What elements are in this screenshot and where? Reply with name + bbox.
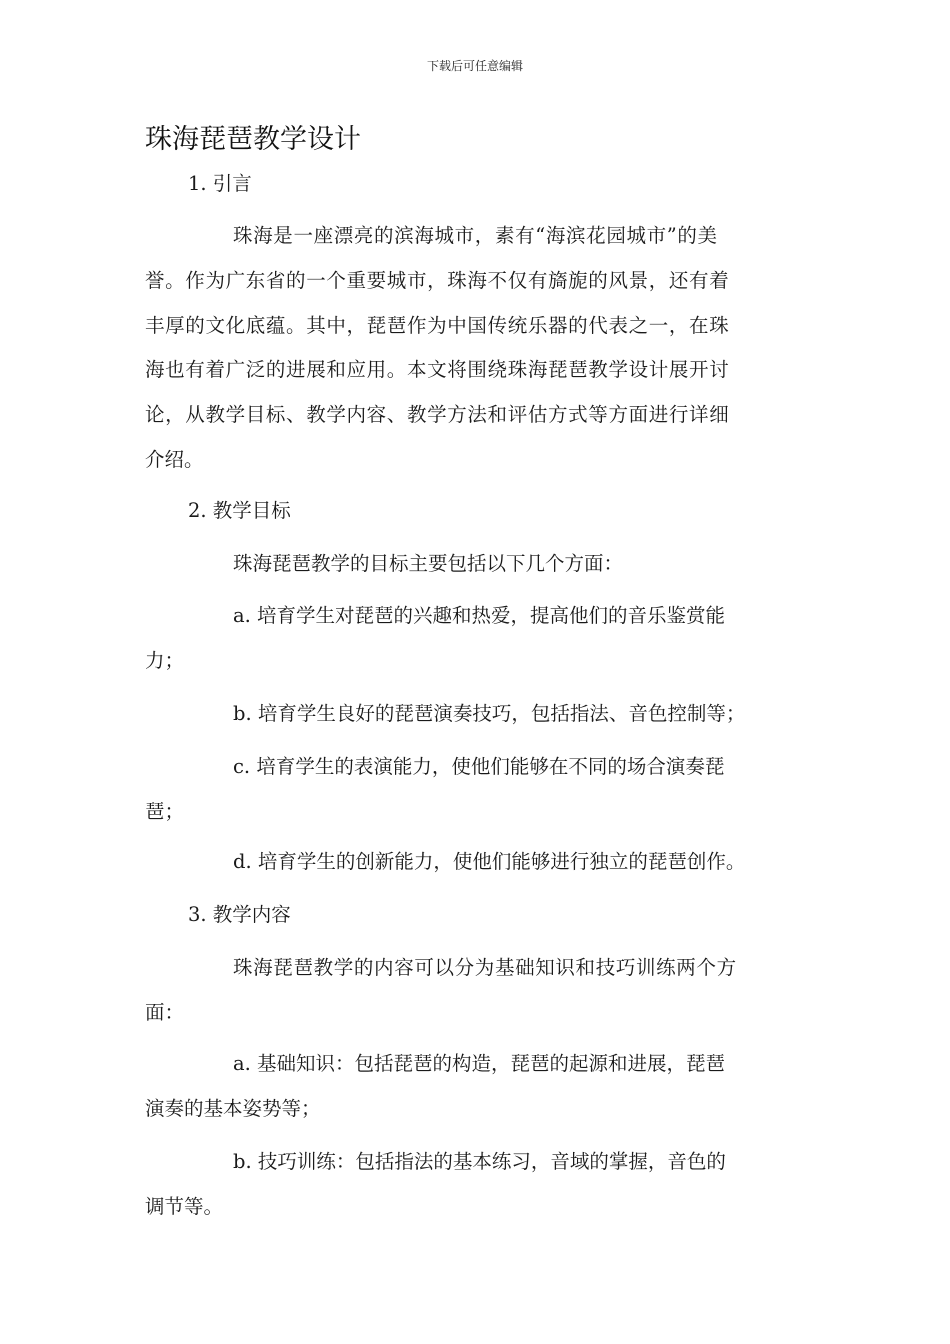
- page-header: 下载后可任意编辑: [426, 59, 523, 73]
- paragraph-line: 珠海琵琶教学的内容可以分为基础知识和技巧训练两个方: [233, 956, 737, 979]
- list-item-line: b. 培育学生良好的琵琶演奏技巧，包括指法、音色控制等；: [233, 702, 746, 725]
- paragraph-line: 论，从教学目标、教学内容、教学方法和评估方式等方面进行详细: [145, 403, 730, 426]
- list-item-line: 琶；: [145, 800, 185, 823]
- document-title: 珠海琵琶教学设计: [145, 124, 361, 155]
- list-item-line: a. 基础知识：包括琵琶的构造，琵琶的起源和进展，琵琶: [233, 1052, 726, 1075]
- paragraph-line: 誉。作为广东省的一个重要城市，珠海不仅有旖旎的风景，还有着: [145, 269, 730, 292]
- section-heading-introduction: 1. 引言: [188, 172, 252, 195]
- paragraph-line: 介绍。: [145, 448, 204, 471]
- list-item-line: 演奏的基本姿势等；: [145, 1097, 321, 1120]
- paragraph-line: 海也有着广泛的进展和应用。本文将围绕珠海琵琶教学设计展开讨: [145, 358, 730, 381]
- list-item-line: 调节等。: [145, 1195, 224, 1218]
- paragraph-line: 丰厚的文化底蕴。其中，琵琶作为中国传统乐器的代表之一，在珠: [145, 314, 730, 337]
- list-item-line: a. 培育学生对琵琶的兴趣和热爱，提高他们的音乐鉴赏能: [233, 604, 726, 627]
- paragraph-line: 面：: [145, 1001, 185, 1024]
- paragraph-line: 珠海是一座漂亮的滨海城市，素有“海滨花园城市”的美: [233, 224, 718, 247]
- list-item-line: b. 技巧训练：包括指法的基本练习，音域的掌握，音色的: [233, 1150, 726, 1173]
- paragraph-line: 珠海琵琶教学的目标主要包括以下几个方面：: [233, 552, 624, 575]
- list-item-line: c. 培育学生的表演能力，使他们能够在不同的场合演奏琵: [233, 755, 725, 778]
- section-heading-teaching-content: 3. 教学内容: [188, 903, 291, 926]
- list-item-line: d. 培育学生的创新能力，使他们能够进行独立的琵琶创作。: [233, 850, 746, 873]
- section-heading-teaching-goals: 2. 教学目标: [188, 499, 291, 522]
- list-item-line: 力；: [145, 649, 185, 672]
